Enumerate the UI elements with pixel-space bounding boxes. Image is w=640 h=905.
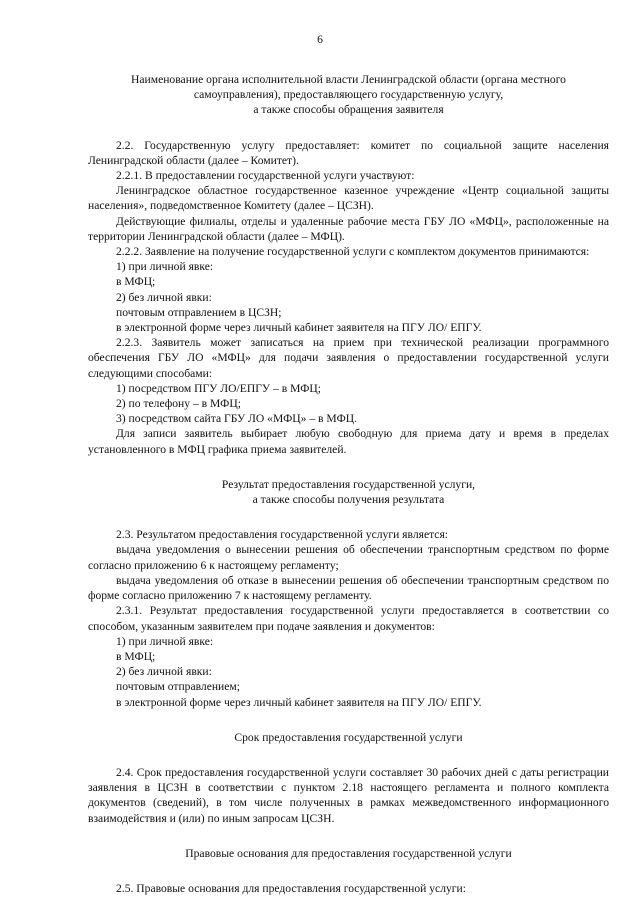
heading-line: самоуправления), предоставляющего государственную услугу,: [193, 88, 504, 102]
paragraph: выдача уведомления о вынесении решения об обеспечении транспортным средством по форме согласно приложению 6 к настоящему регламенту;: [88, 543, 609, 572]
section-heading-legal-basis: [88, 846, 609, 861]
list-item: 2) без личной явки:: [116, 665, 212, 679]
list-item: 3) посредством сайта ГБУ ЛО «МФЦ» – в МФЦ.: [116, 412, 358, 426]
list-item: 2) по телефону – в МФЦ;: [116, 397, 241, 411]
paragraph: 2.4. Срок предоставления государственной услуги составляет 30 рабочих дней с даты регистрации заявления в ЦСЗН в соответствии с пунктом 2.18 настоящего регламента и полного комплекта документов (сведений), в том числе полученных в рамках межведомственного информационного взаимодействия и (или) по иным запросам ЦСЗН.: [88, 765, 609, 825]
document-body: [88, 72, 609, 896]
list-item: почтовым отправлением;: [116, 680, 240, 694]
section-heading-result: [88, 477, 609, 507]
heading-line: Срок предоставления государственной услуги: [234, 730, 463, 744]
list-item: почтовым отправлением в ЦСЗН;: [116, 305, 282, 319]
list-item: в электронной форме через личный кабинет заявителя на ПГУ ЛО/ ЕПГУ.: [116, 695, 482, 709]
paragraph: 2.2.2. Заявление на получение государственной услуги с комплектом документов принимаются:: [116, 245, 590, 259]
list-item: 2) без личной явки:: [116, 290, 212, 304]
list-item: 1) посредством ПГУ ЛО/ЕПГУ – в МФЦ;: [116, 381, 321, 395]
page-number: 6: [317, 33, 323, 46]
paragraph: выдача уведомления об отказе в вынесении решения об обеспечении транспортным средством по форме согласно приложению 7 к настоящему регламенту.: [88, 573, 609, 603]
paragraph: 2.2. Государственную услугу предоставляет: комитет по социальной защите населения Ленинградской области (далее – Комитет).: [88, 138, 609, 167]
heading-line: Результат предоставления государственной услуги,: [221, 477, 476, 491]
heading-line: Наименование органа исполнительной власти Ленинградской области (органа местного: [131, 73, 566, 86]
heading-line: а также способы получения результата: [252, 493, 445, 507]
paragraph: 2.5. Правовые основания для предоставления государственной услуги:: [116, 881, 466, 895]
list-item: в МФЦ;: [116, 275, 156, 289]
heading-line: Правовые основания для предоставления государственной услуги: [185, 846, 512, 860]
paragraph: Для записи заявитель выбирает любую свободную для приема дату и время в пределах установленного в МФЦ графика приема заявителей.: [88, 427, 609, 456]
paragraph: 2.2.1. В предоставлении государственной услуги участвуют:: [116, 169, 415, 183]
paragraph: Ленинградское областное государственное казенное учреждение «Центр социальной защиты населения», подведомственное Комитету (далее – ЦСЗН).: [88, 184, 609, 213]
section-heading-issuing-authority: [88, 72, 609, 118]
list-item: в МФЦ;: [116, 649, 156, 663]
section-heading-term: [88, 730, 609, 745]
heading-line: а также способы обращения заявителя: [253, 103, 444, 117]
list-item: в электронной форме через личный кабинет заявителя на ПГУ ЛО/ ЕПГУ.: [116, 321, 482, 335]
paragraph: 2.3. Результатом предоставления государственной услуги является:: [116, 528, 449, 542]
paragraph: 2.2.3. Заявитель может записаться на прием при технической реализации программного обеспечения ГБУ ЛО «МФЦ» для подачи заявления о предоставлении государственной услуги следующими способами:: [88, 336, 609, 380]
list-item: 1) при личной явке:: [116, 634, 214, 648]
paragraph: Действующие филиалы, отделы и удаленные рабочие места ГБУ ЛО «МФЦ», расположенные на территории Ленинградской области (далее – МФЦ).: [88, 214, 609, 243]
paragraph: 2.3.1. Результат предоставления государственной услуги предоставляется в соответствии со способом, указанным заявителем при подаче заявления и документов:: [88, 604, 609, 633]
list-item: 1) при личной явке:: [116, 260, 214, 274]
